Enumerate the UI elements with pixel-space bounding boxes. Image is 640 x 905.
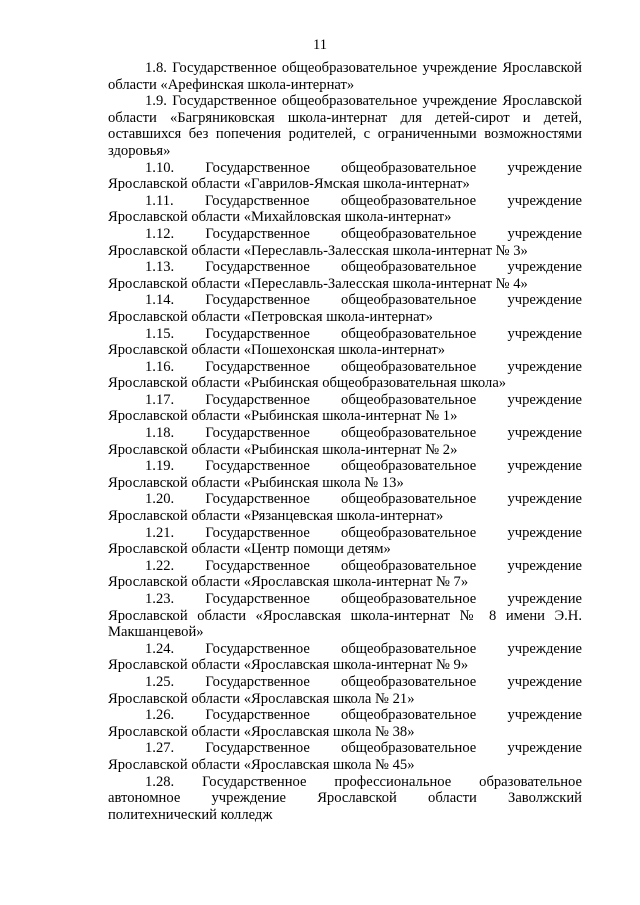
list-item-1-12: 1.12. Государственное общеобразовательное учреждение Ярославской области «Переславль-Залесская школа-интернат № 3»	[108, 225, 582, 259]
list-item-1-25: 1.25. Государственное общеобразовательное учреждение Ярославской области «Ярославская школа № 21»	[108, 673, 582, 707]
list-item-1-23: 1.23. Государственное общеобразовательное учреждение Ярославской области «Ярославская школа-интернат № 8 имени Э.Н. Макшанцевой»	[108, 591, 582, 641]
list-item-1-27: 1.27. Государственное общеобразовательное учреждение Ярославской области «Ярославская школа № 45»	[108, 740, 582, 773]
list-item-1-21: 1.21. Государственное общеобразовательное учреждение Ярославской области «Центр помощи детям»	[108, 524, 582, 558]
list-item-1-8: 1.8. Государственное общеобразовательное учреждение Ярославской области «Арефинская школа-интернат»	[108, 60, 582, 93]
list-item-1-16: 1.16. Государственное общеобразовательное учреждение Ярославской области «Рыбинская общеобразовательная школа»	[108, 358, 582, 392]
list-item-1-17: 1.17. Государственное общеобразовательное учреждение Ярославской области «Рыбинская школа-интернат № 1»	[108, 391, 582, 425]
document-body	[108, 60, 582, 823]
list-item-1-22: 1.22. Государственное общеобразовательное учреждение Ярославской области «Ярославская школа-интернат № 7»	[108, 557, 582, 591]
list-item-1-14: 1.14. Государственное общеобразовательное учреждение Ярославской области «Петровская школа-интернат»	[108, 292, 582, 325]
list-item-1-13: 1.13. Государственное общеобразовательное учреждение Ярославской области «Переславль-Залесская школа-интернат № 4»	[108, 259, 582, 292]
list-item-1-18: 1.18. Государственное общеобразовательное учреждение Ярославской области «Рыбинская школа-интернат № 2»	[108, 425, 582, 458]
list-item-1-20: 1.20. Государственное общеобразовательное учреждение Ярославской области «Рязанцевская школа-интернат»	[108, 491, 582, 525]
list-item-1-24: 1.24. Государственное общеобразовательное учреждение Ярославской области «Ярославская школа-интернат № 9»	[108, 640, 582, 674]
page-number: 11	[313, 37, 327, 53]
list-item-1-26: 1.26. Государственное общеобразовательное учреждение Ярославской области «Ярославская школа № 38»	[108, 707, 582, 740]
list-item-1-9: 1.9. Государственное общеобразовательное учреждение Ярославской области «Багряниковская школа-интернат для детей-сирот и детей, оставшихся без попечения родителей, с ограниченными возможностями здоровья»	[108, 93, 582, 159]
list-item-1-28: 1.28. Государственное профессиональное образовательное автономное учреждение Ярославской области Заволжский политехнический колледж	[108, 773, 582, 823]
list-item-1-19: 1.19. Государственное общеобразовательное учреждение Ярославской области «Рыбинская школа № 13»	[108, 458, 582, 491]
list-item-1-15: 1.15. Государственное общеобразовательное учреждение Ярославской области «Пошехонская школа-интернат»	[108, 325, 582, 359]
list-item-1-11: 1.11. Государственное общеобразовательное учреждение Ярославской области «Михайловская школа-интернат»	[108, 192, 582, 226]
list-item-1-10: 1.10. Государственное общеобразовательное учреждение Ярославской области «Гаврилов-Ямская школа-интернат»	[108, 159, 582, 193]
